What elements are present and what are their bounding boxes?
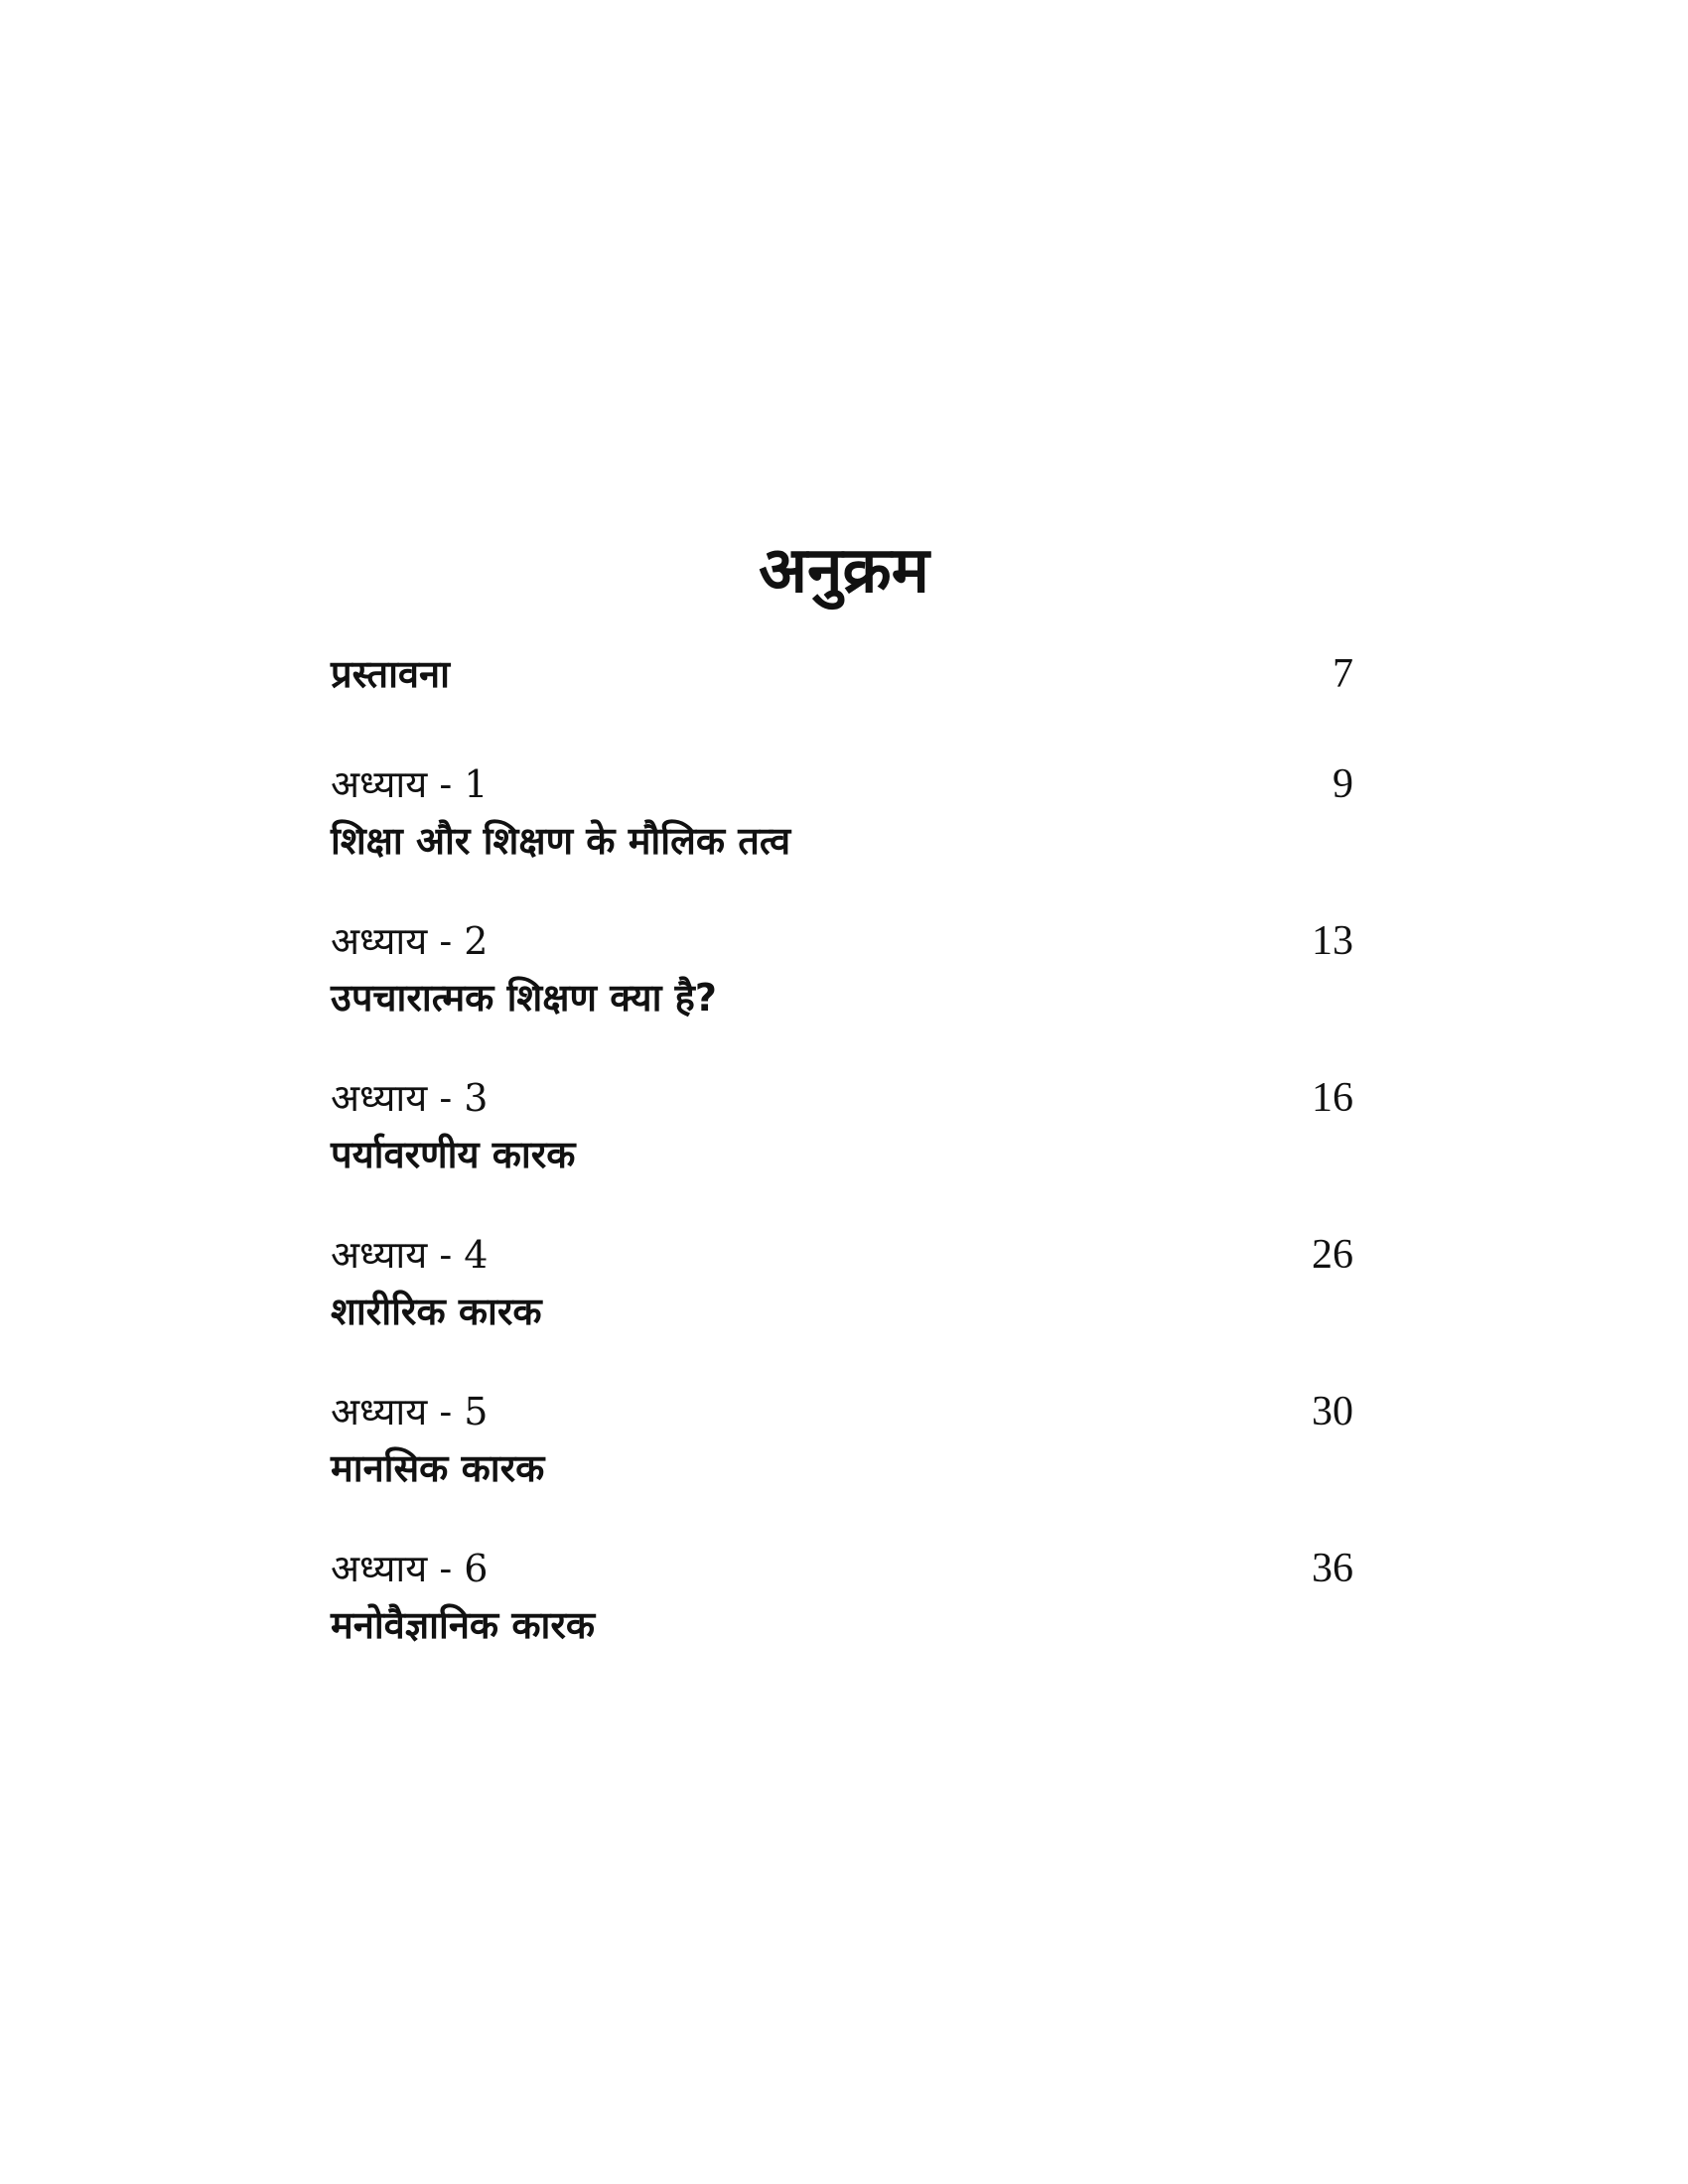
chapter-title: शारीरिक कारक <box>331 1290 542 1333</box>
toc-entry-row <box>331 913 1353 969</box>
toc-entry-chapter-3 <box>331 1070 1353 1227</box>
chapter-label: अध्याय - 5 <box>331 1390 489 1433</box>
chapter-label: अध्याय - 3 <box>331 1076 489 1120</box>
chapter-title: मानसिक कारक <box>331 1446 545 1490</box>
chapter-label: अध्याय - 4 <box>331 1233 489 1277</box>
toc-entry-row <box>331 1541 1353 1596</box>
toc-entry-row <box>331 1227 1353 1283</box>
chapter-title: मनोवैज्ञानिक कारक <box>331 1603 596 1647</box>
toc-entry-chapter-5 <box>331 1384 1353 1541</box>
chapter-page-number: 13 <box>1312 918 1353 964</box>
preface-page-number: 7 <box>1333 651 1353 697</box>
chapter-label: अध्याय - 1 <box>331 762 489 806</box>
toc-entry-chapter-2 <box>331 913 1353 1070</box>
toc-entry-preface <box>331 645 1353 756</box>
chapter-title: शिक्षा और शिक्षण के मौलिक तत्व <box>331 819 791 863</box>
toc-entry-chapter-6 <box>331 1541 1353 1698</box>
toc-entry-row <box>331 1384 1353 1439</box>
table-of-contents <box>331 645 1353 1698</box>
toc-entry-row <box>331 1070 1353 1126</box>
chapter-label: अध्याय - 6 <box>331 1547 489 1590</box>
chapter-page-number: 36 <box>1312 1546 1353 1591</box>
chapter-title: पर्यावरणीय कारक <box>331 1133 576 1176</box>
chapter-label: अध्याय - 2 <box>331 919 489 963</box>
toc-entry-chapter-4 <box>331 1227 1353 1384</box>
toc-heading: अनुक्रम <box>759 534 929 608</box>
chapter-page-number: 9 <box>1333 761 1353 807</box>
preface-title: प्रस्तावना <box>331 652 450 696</box>
toc-entry-row <box>331 756 1353 812</box>
chapter-page-number: 16 <box>1312 1075 1353 1121</box>
toc-entry-chapter-1 <box>331 756 1353 913</box>
chapter-page-number: 30 <box>1312 1389 1353 1434</box>
chapter-title: उपचारात्मक शिक्षण क्या है? <box>331 976 717 1020</box>
chapter-page-number: 26 <box>1312 1232 1353 1278</box>
toc-entry-row <box>331 645 1353 703</box>
